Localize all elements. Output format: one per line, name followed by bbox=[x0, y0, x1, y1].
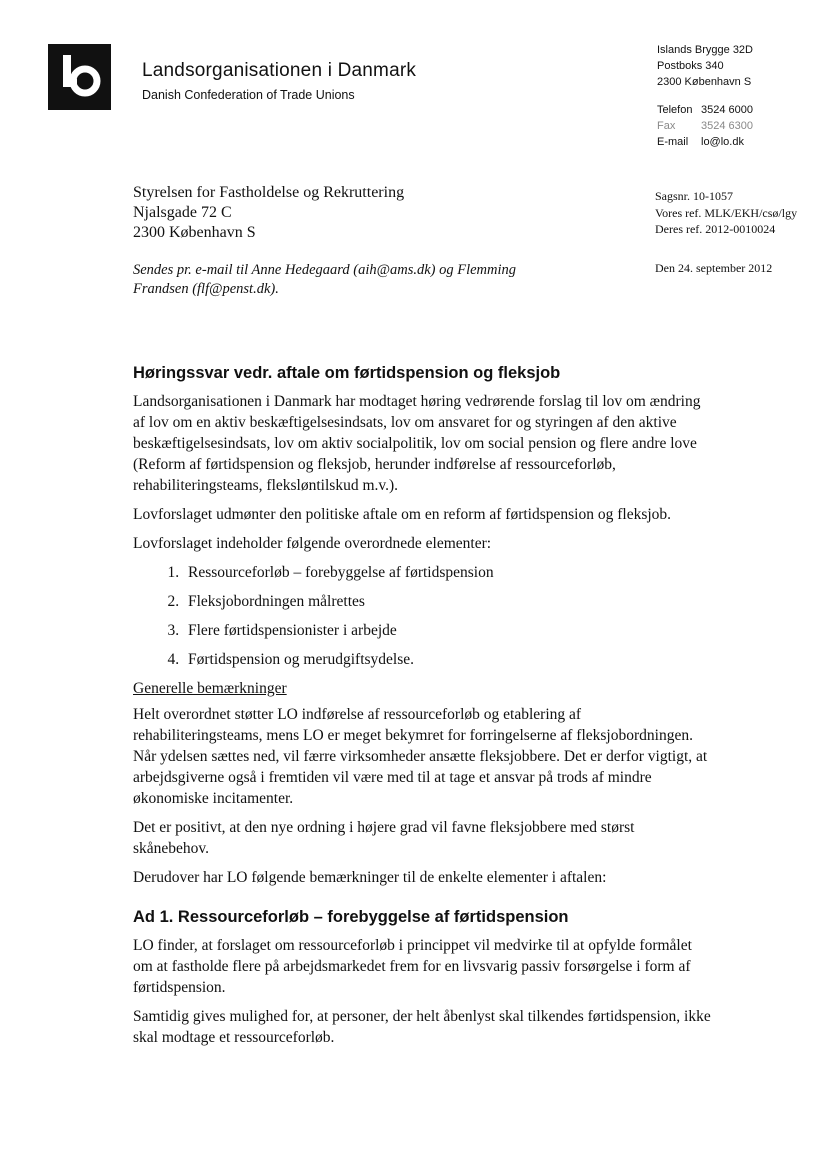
list-item: 4. Førtidspension og merudgiftsydelse. bbox=[183, 649, 713, 670]
letter-body bbox=[133, 364, 713, 1056]
phone-row bbox=[657, 102, 753, 118]
fax-number: 3524 6300 bbox=[701, 120, 753, 132]
list-item: 3. Flere førtidspensionister i arbejde bbox=[183, 620, 713, 641]
fax-label: Fax bbox=[657, 120, 676, 132]
address-line: 2300 København S bbox=[657, 76, 752, 88]
letter-date: Den 24. september 2012 bbox=[655, 261, 773, 275]
case-number: Sagsnr. 10-1057 bbox=[655, 189, 733, 203]
address-line: Islands Brygge 32D bbox=[657, 44, 753, 56]
recipient-line: 2300 København S bbox=[133, 224, 256, 241]
list-item: 1. Ressourceforløb – forebyggelse af førtidspension bbox=[183, 562, 713, 583]
fax-row bbox=[657, 118, 753, 134]
subheading: Generelle bemærkninger bbox=[133, 680, 287, 697]
recipient-address bbox=[133, 183, 404, 243]
reference-block bbox=[655, 188, 797, 238]
list-item: 2. Fleksjobordningen målrettes bbox=[183, 591, 713, 612]
address-line: Postboks 340 bbox=[657, 60, 724, 72]
email-label: E-mail bbox=[657, 136, 689, 148]
your-reference: Deres ref. 2012-0010024 bbox=[655, 222, 776, 236]
org-name: Landsorganisationen i Danmark bbox=[142, 60, 417, 81]
letterhead bbox=[142, 60, 416, 102]
sent-note: Sendes pr. e-mail til Anne Hedegaard (aih@ams.dk) og Flemming Frandsen (flf@penst.dk). bbox=[133, 262, 517, 297]
contact-block bbox=[657, 42, 753, 150]
paragraph: Lovforslaget indeholder følgende overordnede elementer: bbox=[133, 535, 492, 552]
paragraph: Derudover har LO følgende bemærkninger til de enkelte elementer i aftalen: bbox=[133, 869, 607, 886]
lo-logo bbox=[48, 44, 111, 110]
phone-label: Telefon bbox=[657, 104, 693, 116]
paragraph: Landsorganisationen i Danmark har modtaget høring vedrørende forslag til lov om ændring af lov om en aktiv beskæftigelsesindsats, lov om ansvaret for og styringen af den aktive beskæftigelsesindsats, lov om aktiv socialpolitik, lov om social pension og flere andre love (Reform af førtidspension og fleksjob, herunder indførelse af ressourceforløb, rehabiliteringsteams, fleksløntilskud m.v.). bbox=[133, 393, 701, 494]
paragraph: LO finder, at forslaget om ressourceforløb i princippet vil medvirke til at opfylde formålet om at fastholde flere på arbejdsmarkedet frem for en livsvarig passiv forsørgelse i form af førtidspension. bbox=[133, 937, 692, 996]
paragraph: Samtidig gives mulighed for, at personer, der helt åbenlyst skal tilkendes førtidspension, ikke skal modtage et ressourceforløb. bbox=[133, 1008, 711, 1046]
section-title: Ad 1. Ressourceforløb – forebyggelse af førtidspension bbox=[133, 908, 569, 926]
recipient-line: Styrelsen for Fastholdelse og Rekruttering bbox=[133, 184, 405, 201]
email-row bbox=[657, 134, 753, 150]
our-reference: Vores ref. MLK/EKH/csø/lgy bbox=[655, 205, 798, 220]
org-subtitle: Danish Confederation of Trade Unions bbox=[142, 88, 355, 102]
elements-list bbox=[133, 562, 713, 670]
letter-title: Høringssvar vedr. aftale om førtidspension og fleksjob bbox=[133, 364, 561, 382]
paragraph: Det er positivt, at den nye ordning i højere grad vil favne fleksjobbere med størst skånebehov. bbox=[133, 819, 635, 857]
email-address[interactable]: lo@lo.dk bbox=[701, 136, 744, 148]
recipient-line: Njalsgade 72 C bbox=[133, 204, 232, 221]
paragraph: Lovforslaget udmønter den politiske aftale om en reform af førtidspension og fleksjob. bbox=[133, 506, 672, 523]
paragraph: Helt overordnet støtter LO indførelse af ressourceforløb og etablering af rehabiliteringsteams, mens LO er meget bekymret for forringelserne af fleksjobordningen. Når ydelsen sættes ned, vil færre virksomheder ansætte fleksjobbere. Det er derfor vigtigt, at arbejdsgiverne også i fremtiden vil være med til at tage et ansvar på trods af mindre økonomiske incitamenter. bbox=[133, 706, 708, 807]
lo-logo-icon bbox=[55, 51, 105, 103]
phone-number: 3524 6000 bbox=[701, 104, 753, 116]
